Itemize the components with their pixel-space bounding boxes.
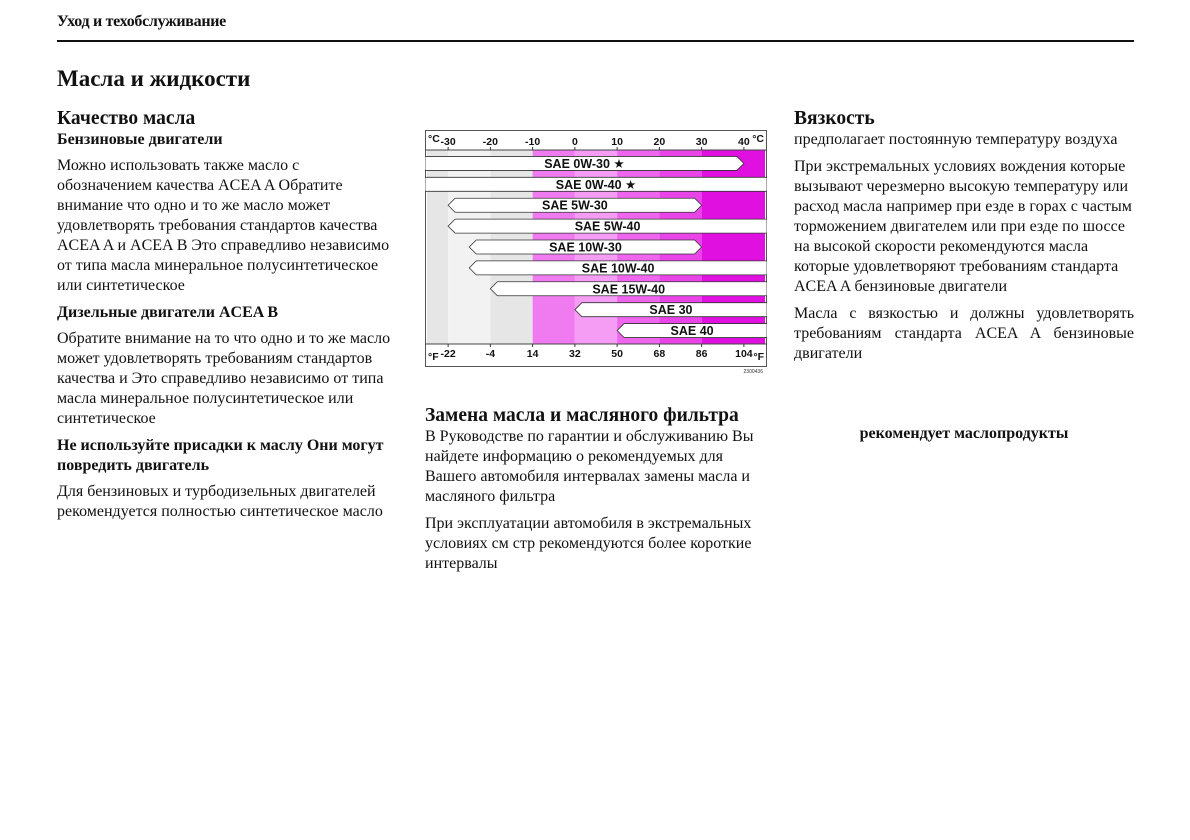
column-oil-change bbox=[425, 404, 765, 581]
chart-bar-label-2: SAE 5W-30 bbox=[542, 198, 608, 213]
petrol-engines-subheading: Бензиновые двигатели bbox=[57, 131, 223, 148]
unit-f-right: °F bbox=[753, 351, 764, 363]
fahrenheit-tick-6: 86 bbox=[695, 348, 708, 360]
viscosity-chart bbox=[425, 130, 767, 375]
oil-change-heading: Замена масла и масляного фильтра bbox=[425, 405, 739, 426]
chart-bar-label-1: SAE 0W-40 ★ bbox=[555, 177, 637, 192]
chart-bar-label-4: SAE 10W-30 bbox=[549, 240, 622, 255]
oil-quality-heading: Качество масла bbox=[57, 108, 196, 129]
celsius-tick-6: 30 bbox=[695, 136, 708, 148]
column-viscosity bbox=[794, 108, 1134, 451]
viscosity-text-3: Масла с вязкостью и должны удовлетворять требованиям стандарта ACEA A бензиновые двигатели bbox=[794, 305, 1134, 362]
oil-change-text-2: При эксплуатации автомобиля в экстремальных условиях см стр рекомендуются более короткие интервалы bbox=[425, 515, 752, 572]
fahrenheit-tick-5: 68 bbox=[653, 348, 666, 360]
chart-bar-label-0: SAE 0W-30 ★ bbox=[544, 156, 625, 171]
celsius-tick-3: 0 bbox=[571, 136, 578, 148]
unit-c-left: °C bbox=[428, 133, 440, 145]
fahrenheit-tick-4: 50 bbox=[611, 348, 623, 360]
page-header: Уход и техобслуживание bbox=[57, 13, 226, 30]
fahrenheit-tick-1: -4 bbox=[485, 348, 496, 360]
celsius-tick-2: -10 bbox=[525, 136, 541, 148]
unit-f-left: °F bbox=[428, 351, 439, 363]
petrol-engines-text: Можно использовать также масло с обозначением качества ACEA A Обратите внимание что одно и то же масло может удовлетворять требования стандартов качества ACEA A и ACEA B Это справедливо независимо от типа масла минеральное полусинтетическое или синтетическое bbox=[57, 157, 390, 294]
header-divider bbox=[57, 40, 1134, 42]
diesel-engines-subheading: Дизельные двигатели ACEA B bbox=[57, 304, 279, 321]
celsius-tick-4: 10 bbox=[611, 136, 623, 148]
chart-bar-label-8: SAE 40 bbox=[670, 324, 714, 339]
chart-bar-label-3: SAE 5W-40 bbox=[574, 219, 641, 234]
diesel-engines-text: Обратите внимание на то что одно и то же масло может удовлетворять требованиям стандартов качества и Это справедливо независимо от типа масла минеральное полусинтетическое или синтетическое bbox=[57, 330, 391, 427]
celsius-tick-5: 20 bbox=[653, 136, 666, 148]
unit-c-right: °C bbox=[752, 133, 764, 145]
oil-change-text-1: В Руководстве по гарантии и обслуживанию Вы найдете информацию о рекомендуемых для Вашего автомобиля интервалах замены масла и масляного фильтра bbox=[425, 428, 754, 505]
chart-bar-label-5: SAE 10W-40 bbox=[581, 261, 655, 276]
viscosity-text-2: При экстремальных условиях вождения которые вызывают черезмерно высокую температуру или расход масла например при езде в горах с частым торможением двигателем или при езде по шоссе на высокой скорости рекомендуются масла которые удовлетворяют требованиям стандарта ACEA A бензиновые двигатели bbox=[794, 158, 1132, 295]
additives-warning: Не используйте присадки к маслу Они могут повредить двигатель bbox=[57, 437, 384, 474]
viscosity-heading: Вязкость bbox=[794, 108, 875, 129]
fahrenheit-tick-7: 104 bbox=[735, 348, 753, 360]
celsius-tick-7: 40 bbox=[738, 136, 750, 148]
chart-bar-label-6: SAE 15W-40 bbox=[592, 282, 666, 297]
chart-image-code: 2300436 bbox=[743, 369, 763, 375]
synthetic-oil-text: Для бензиновых и турбодизельных двигателей рекомендуется полностью синтетическое масло bbox=[57, 483, 383, 520]
section-title: Масла и жидкости bbox=[57, 66, 251, 91]
fahrenheit-tick-3: 32 bbox=[569, 348, 581, 360]
viscosity-text-1: предполагает постоянную температуру воздуха bbox=[794, 131, 1118, 148]
chart-bar-label-7: SAE 30 bbox=[649, 303, 693, 318]
recommends-oil-text: рекомендует маслопродукты bbox=[859, 425, 1069, 442]
celsius-tick-0: -30 bbox=[440, 136, 456, 148]
fahrenheit-tick-0: -22 bbox=[440, 348, 456, 360]
celsius-tick-1: -20 bbox=[482, 136, 498, 148]
fahrenheit-tick-2: 14 bbox=[526, 348, 539, 360]
column-oil-quality bbox=[57, 108, 397, 529]
